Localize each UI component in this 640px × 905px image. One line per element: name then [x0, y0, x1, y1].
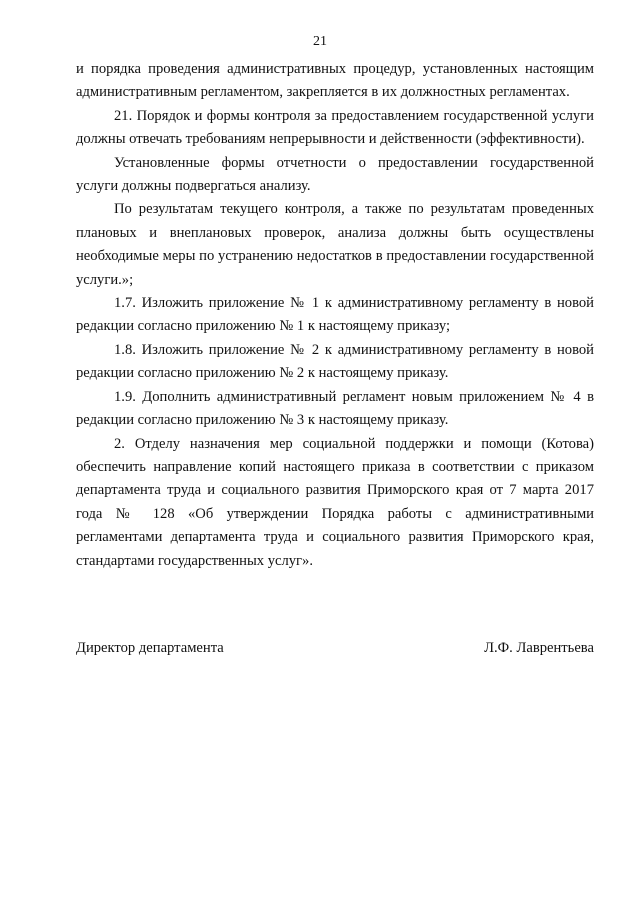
paragraph-item-1-8: 1.8. Изложить приложение № 2 к административному регламенту в новой редакции согласно приложению № 2 к настоящему приказу. [76, 341, 594, 382]
paragraph-continuation: и порядка проведения административных процедур, установленных настоящим административным регламентом, закрепляется в их должностных регламентах. [76, 61, 594, 101]
paragraph-item-1-7: 1.7. Изложить приложение № 1 к административному регламенту в новой редакции согласно приложению № 1 к настоящему приказу; [76, 295, 594, 335]
paragraph-item-21: 21. Порядок и формы контроля за предоставлением государственной услуги должны отвечать требованиям непрерывности и действенности (эффективности). [76, 107, 594, 148]
document-body [76, 58, 594, 573]
paragraph-reporting-forms: Установленные формы отчетности о предоставлении государственной услуги должны подвергаться анализу. [76, 154, 594, 195]
page-number: 21 [313, 34, 327, 49]
signatory-position: Директор департамента [76, 640, 224, 656]
signature-block [76, 637, 594, 660]
paragraph-control-results: По результатам текущего контроля, а также по результатам проведенных плановых и внеплановых проверок, анализа должны быть осуществлены необходимые меры по устранению недостатков в предоставлении государственной услуги.»; [76, 201, 594, 288]
paragraph-item-2: 2. Отделу назначения мер социальной поддержки и помощи (Котова) обеспечить направление копий настоящего приказа в соответствии с приказом департамента труда и социального развития Приморского края от 7 марта 2017 года № 128 «Об утверждении Порядка работы с административными регламентами департамента труда и социального развития Приморского края, стандартами государственных услуг». [76, 435, 594, 569]
signatory-name: Л.Ф. Лаврентьева [484, 640, 594, 656]
paragraph-item-1-9: 1.9. Дополнить административный регламент новым приложением № 4 в редакции согласно приложению № 3 к настоящему приказу. [76, 388, 594, 429]
